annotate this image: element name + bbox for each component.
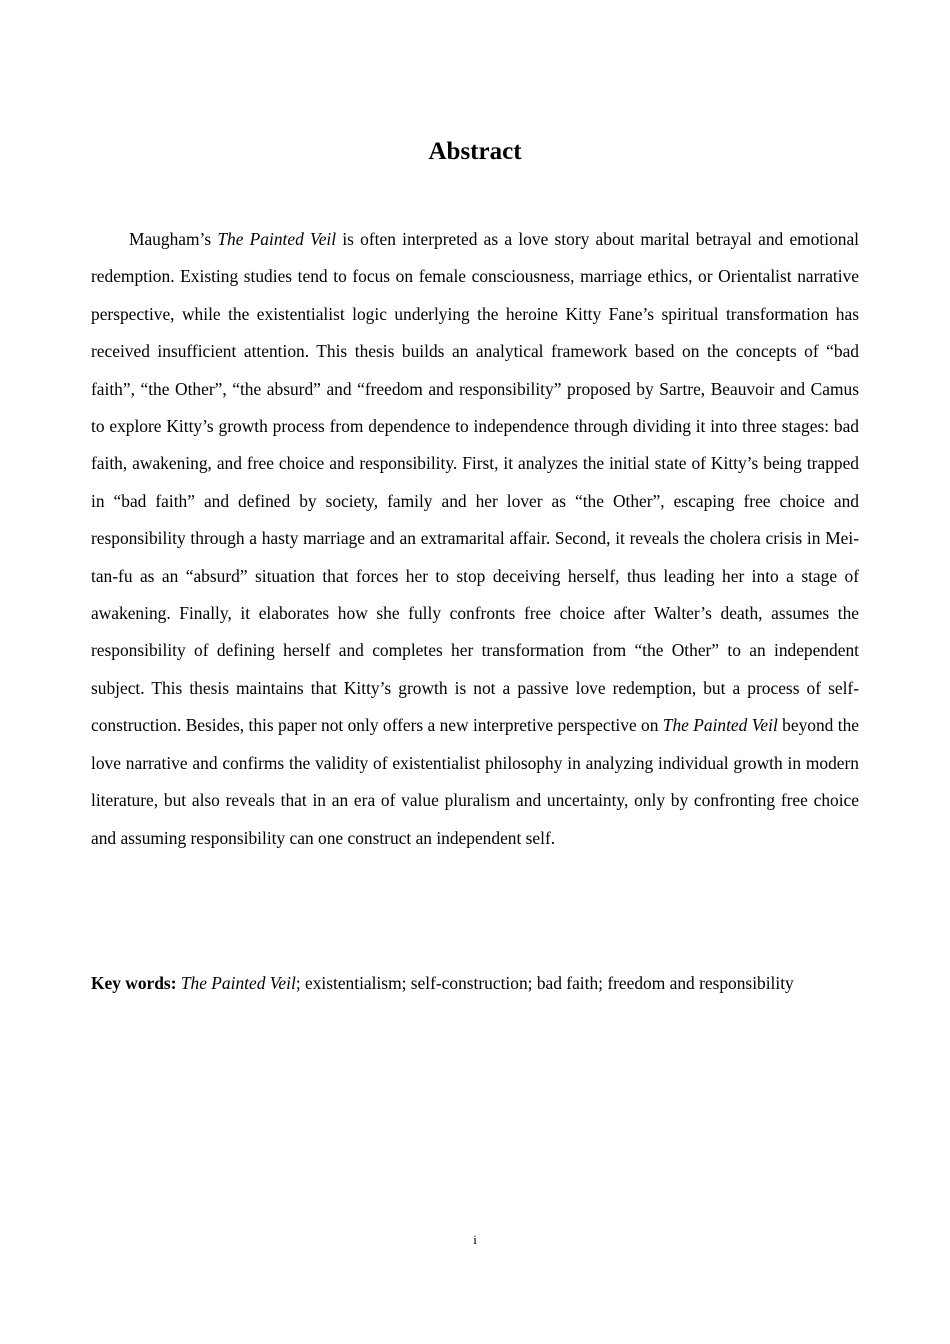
abstract-text-3: beyond the love narrative and confirms the validity of existentialist philosophy in analyzing individual growth in modern literature, but also reveals that in an era of value pluralism and uncertainty, only by confronting free choice and assuming responsibility can one construct an independent self. [91, 715, 860, 848]
keywords-list: ; existentialism; self-construction; bad faith; freedom and responsibility [295, 973, 794, 993]
keywords-paragraph [91, 965, 859, 1002]
book-title-italic-2: The Painted Veil [662, 715, 778, 736]
keywords-book-title: The Painted Veil [180, 973, 296, 993]
keywords-label: Key words: [91, 973, 177, 993]
abstract-text-2: is often interpreted as a love story about marital betrayal and emotional redemption. Existing studies tend to focus on female consciousness, marriage ethics, or Orientalist narrative perspective, while the existentialist logic underlying the heroine Kitty Fane’s spiritual transformation has received insufficient attention. This thesis builds an analytical framework based on the concepts of “bad faith”, “the Other”, “the absurd” and “freedom and responsibility” proposed by Sartre, Beauvoir and Camus to explore Kitty’s growth process from dependence to independence through dividing it into three stages: bad faith, awakening, and free choice and responsibility. First, it analyzes the initial state of Kitty’s being trapped in “bad faith” and defined by society, family and her lover as “the Other”, escaping free choice and responsibility through a hasty marriage and an extramarital affair. Second, it reveals the cholera crisis in Mei-tan-fu as an “absurd” situation that forces her to stop deceiving herself, thus leading her into a stage of awakening. Finally, it elaborates how she fully confronts free choice after Walter’s death, assumes the responsibility of defining herself and completes her transformation from “the Other” to an independent subject. This thesis maintains that Kitty’s growth is not a passive love redemption, but a process of self-construction. Besides, this paper not only offers a new interpretive perspective on [91, 229, 860, 736]
abstract-paragraph [91, 221, 859, 857]
abstract-text-1: Maugham’s [129, 229, 218, 249]
page-title: Abstract [428, 138, 522, 165]
page-number: i [473, 1232, 477, 1247]
book-title-italic: The Painted Veil [217, 229, 337, 249]
